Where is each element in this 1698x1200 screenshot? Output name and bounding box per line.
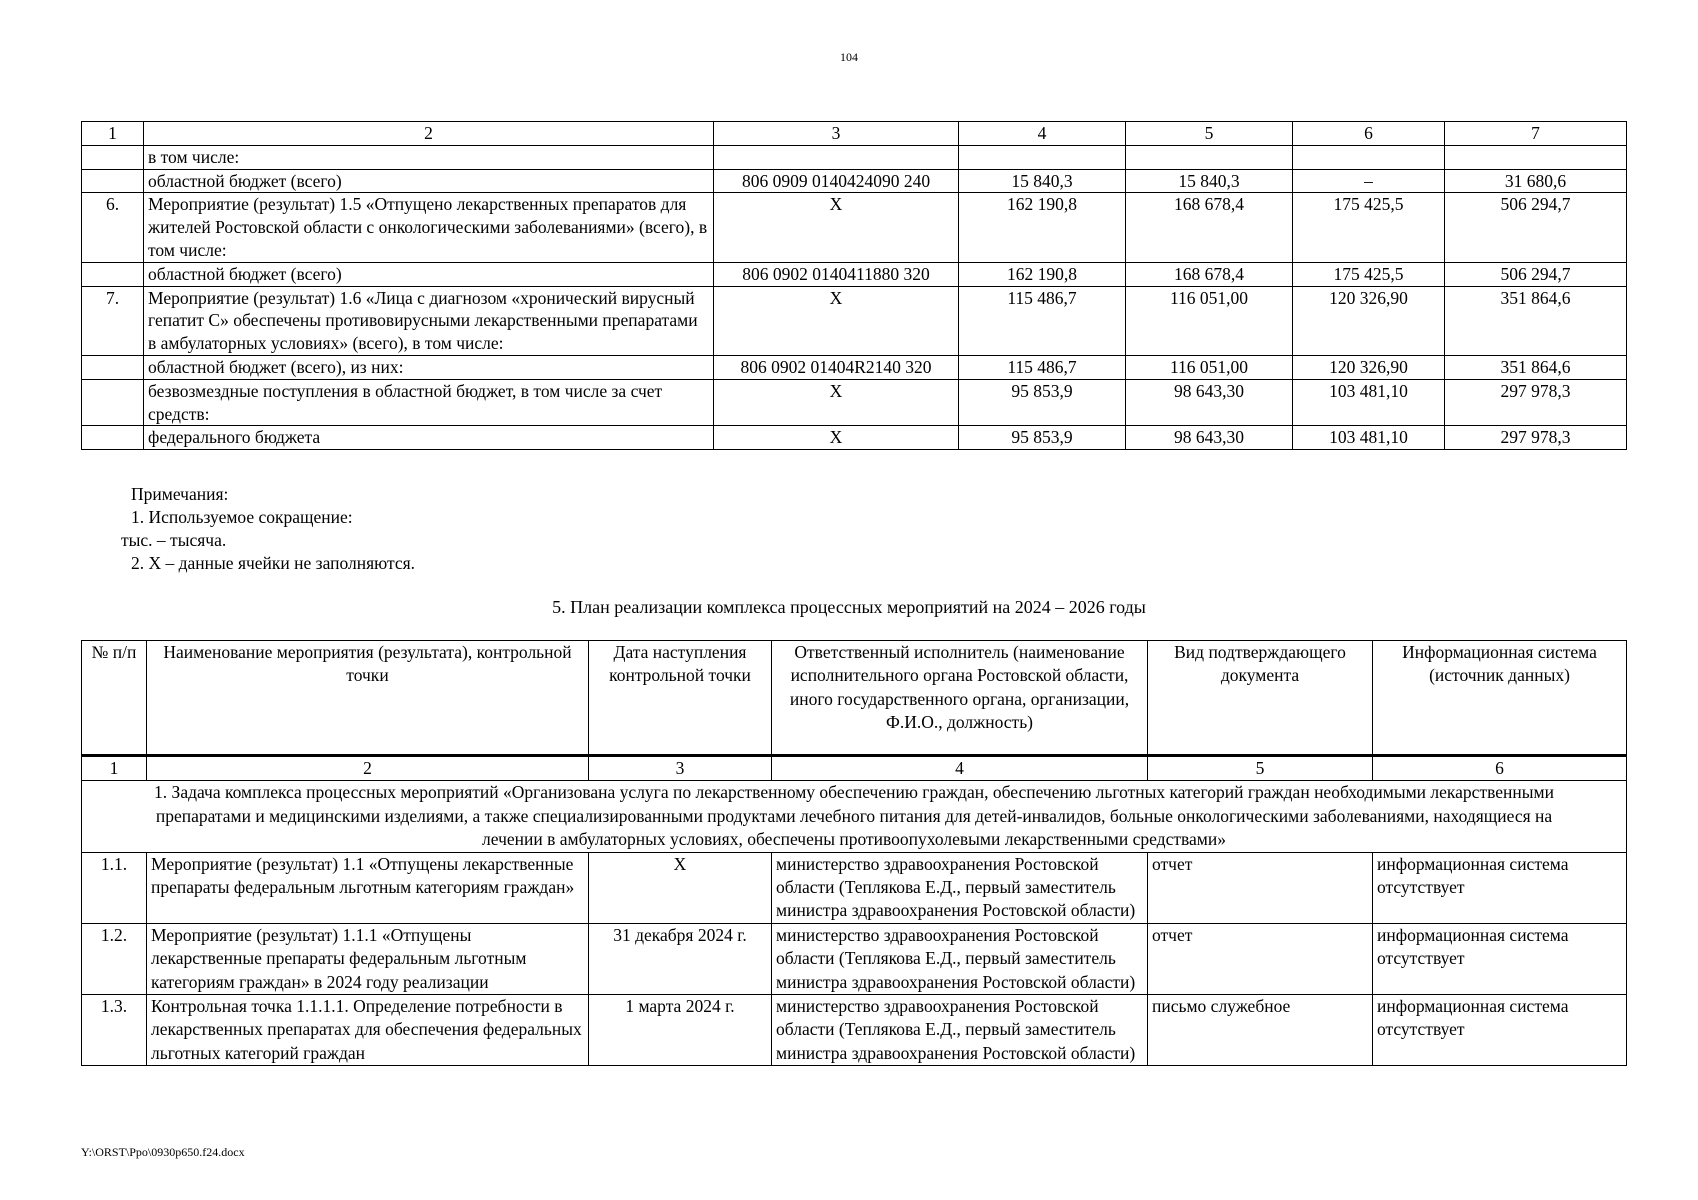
plan-cell-date: X (589, 852, 772, 923)
budget-header-cell: 6 (1293, 122, 1445, 146)
budget-cell: 297 978,3 (1445, 379, 1627, 426)
plan-cell-system: информационная система отсутствует (1373, 923, 1627, 994)
budget-cell: областной бюджет (всего) (144, 169, 714, 193)
budget-cell: 15 840,3 (1126, 169, 1293, 193)
budget-header-cell: 7 (1445, 122, 1627, 146)
budget-cell: 175 425,5 (1293, 193, 1445, 262)
page-number: 104 (840, 50, 858, 64)
budget-cell: 98 643,30 (1126, 379, 1293, 426)
budget-cell: 115 486,7 (959, 355, 1126, 379)
budget-header-cell: 1 (82, 122, 144, 146)
budget-cell (82, 355, 144, 379)
budget-cell: 31 680,6 (1445, 169, 1627, 193)
plan-header-cell: Наименование мероприятия (результата), контрольной точки (147, 641, 589, 756)
notes-title: Примечания: (131, 484, 229, 504)
budget-cell (82, 262, 144, 286)
budget-cell: 168 678,4 (1126, 193, 1293, 262)
budget-header-row (82, 122, 1627, 146)
plan-header-cell: Информационная система (источник данных) (1373, 641, 1627, 756)
plan-header-cell: Ответственный исполнитель (наименование исполнительного органа Ростовской области, иного государственного органа, организации, Ф.И.О., должность) (772, 641, 1148, 756)
plan-cell-num: 1.3. (82, 995, 147, 1066)
budget-cell: 7. (82, 286, 144, 355)
notes-item-1-detail: тыс. – тысяча. (121, 530, 227, 550)
plan-table (81, 640, 1627, 1066)
plan-task-row (82, 781, 1627, 852)
budget-cell (959, 145, 1126, 169)
plan-cell-name: Мероприятие (результат) 1.1 «Отпущены лекарственные препараты федеральным льготным категориям граждан» (147, 852, 589, 923)
budget-cell: 98 643,30 (1126, 426, 1293, 450)
budget-cell: 297 978,3 (1445, 426, 1627, 450)
plan-cell-doc: письмо служебное (1148, 995, 1373, 1066)
budget-cell: Мероприятие (результат) 1.6 «Лица с диагнозом «хронический вирусный гепатит С» обеспечены противовирусными лекарственными препаратами в амбулаторных условиях» (всего), в том числе: (144, 286, 714, 355)
budget-cell: X (714, 379, 959, 426)
budget-cell: 6. (82, 193, 144, 262)
budget-cell: 120 326,90 (1293, 355, 1445, 379)
budget-cell: 806 0902 01404R2140 320 (714, 355, 959, 379)
plan-header-cell: № п/п (82, 641, 147, 756)
budget-cell (82, 169, 144, 193)
budget-row (82, 169, 1627, 193)
budget-row (82, 262, 1627, 286)
budget-header-cell: 4 (959, 122, 1126, 146)
budget-cell: областной бюджет (всего) (144, 262, 714, 286)
plan-header-numbers-row (82, 756, 1627, 781)
budget-cell: Мероприятие (результат) 1.5 «Отпущено лекарственных препаратов для жителей Ростовской области с онкологическими заболеваниями» (всего), в том числе: (144, 193, 714, 262)
budget-row (82, 426, 1627, 450)
budget-cell (1126, 145, 1293, 169)
plan-header-number: 6 (1373, 756, 1627, 781)
notes-item-2: 2. X – данные ячейки не заполняются. (131, 553, 416, 573)
budget-cell: 95 853,9 (959, 379, 1126, 426)
budget-cell (82, 379, 144, 426)
plan-header-number: 2 (147, 756, 589, 781)
plan-cell-name: Контрольная точка 1.1.1.1. Определение потребности в лекарственных препаратах для обеспечения федеральных льготных категорий граждан (147, 995, 589, 1066)
budget-cell: 162 190,8 (959, 262, 1126, 286)
plan-header-cell: Вид подтверждающего документа (1148, 641, 1373, 756)
budget-header-cell: 2 (144, 122, 714, 146)
budget-cell: 103 481,10 (1293, 379, 1445, 426)
budget-cell (714, 145, 959, 169)
budget-row (82, 145, 1627, 169)
plan-cell-responsible: министерство здравоохранения Ростовской области (Теплякова Е.Д., первый заместитель министра здравоохранения Ростовской области) (772, 852, 1148, 923)
budget-cell: 103 481,10 (1293, 426, 1445, 450)
budget-cell: 506 294,7 (1445, 193, 1627, 262)
plan-row (82, 995, 1627, 1066)
budget-cell: безвозмездные поступления в областной бюджет, в том числе за счет средств: (144, 379, 714, 426)
budget-row (82, 193, 1627, 262)
budget-cell: областной бюджет (всего), из них: (144, 355, 714, 379)
budget-row (82, 286, 1627, 355)
plan-cell-date: 1 марта 2024 г. (589, 995, 772, 1066)
budget-cell (82, 145, 144, 169)
budget-cell: в том числе: (144, 145, 714, 169)
budget-cell: 162 190,8 (959, 193, 1126, 262)
budget-cell: 116 051,00 (1126, 355, 1293, 379)
budget-cell (82, 426, 144, 450)
plan-cell-system: информационная система отсутствует (1373, 995, 1627, 1066)
plan-header-number: 4 (772, 756, 1148, 781)
budget-cell: 116 051,00 (1126, 286, 1293, 355)
budget-header-cell: 5 (1126, 122, 1293, 146)
budget-cell: 115 486,7 (959, 286, 1126, 355)
plan-header-number: 5 (1148, 756, 1373, 781)
budget-cell (1293, 145, 1445, 169)
plan-cell-doc: отчет (1148, 852, 1373, 923)
budget-cell (1445, 145, 1627, 169)
plan-task-text: 1. Задача комплекса процессных мероприятий «Организована услуга по лекарственному обеспечению граждан, обеспечению льготных категорий граждан необходимыми лекарственными препаратами и медицинскими изделиями, а также специализированными продуктами лечебного питания для детей-инвалидов, больные онкологическими заболеваниями, находящиеся на лечении в амбулаторных условиях, обеспечены противоопухолевыми лекарственными средствами» (82, 781, 1627, 852)
budget-header-cell: 3 (714, 122, 959, 146)
budget-table (81, 121, 1627, 450)
budget-cell: 806 0902 0140411880 320 (714, 262, 959, 286)
budget-cell: X (714, 426, 959, 450)
file-path-footer: Y:\ORST\Ppo\0930p650.f24.docx (81, 1145, 245, 1159)
budget-cell: 506 294,7 (1445, 262, 1627, 286)
budget-cell: федерального бюджета (144, 426, 714, 450)
plan-header-number: 1 (82, 756, 147, 781)
budget-cell: 120 326,90 (1293, 286, 1445, 355)
budget-cell: 175 425,5 (1293, 262, 1445, 286)
budget-cell: 351 864,6 (1445, 355, 1627, 379)
plan-row (82, 923, 1627, 994)
plan-cell-responsible: министерство здравоохранения Ростовской области (Теплякова Е.Д., первый заместитель министра здравоохранения Ростовской области) (772, 995, 1148, 1066)
notes (121, 483, 416, 575)
section-title: 5. План реализации комплекса процессных мероприятий на 2024 – 2026 годы (552, 597, 1146, 617)
plan-header-cell: Дата наступления контрольной точки (589, 641, 772, 756)
budget-cell: 95 853,9 (959, 426, 1126, 450)
budget-cell: 15 840,3 (959, 169, 1126, 193)
plan-cell-num: 1.1. (82, 852, 147, 923)
plan-row (82, 852, 1627, 923)
plan-cell-system: информационная система отсутствует (1373, 852, 1627, 923)
budget-cell: 168 678,4 (1126, 262, 1293, 286)
plan-header-number: 3 (589, 756, 772, 781)
budget-cell: X (714, 286, 959, 355)
budget-cell: X (714, 193, 959, 262)
plan-cell-responsible: министерство здравоохранения Ростовской области (Теплякова Е.Д., первый заместитель министра здравоохранения Ростовской области) (772, 923, 1148, 994)
plan-cell-num: 1.2. (82, 923, 147, 994)
budget-cell: 806 0909 0140424090 240 (714, 169, 959, 193)
budget-cell: 351 864,6 (1445, 286, 1627, 355)
budget-cell: – (1293, 169, 1445, 193)
budget-row (82, 355, 1627, 379)
plan-cell-date: 31 декабря 2024 г. (589, 923, 772, 994)
budget-row (82, 379, 1627, 426)
plan-cell-doc: отчет (1148, 923, 1373, 994)
notes-item-1: 1. Используемое сокращение: (131, 507, 353, 527)
plan-cell-name: Мероприятие (результат) 1.1.1 «Отпущены лекарственные препараты федеральным льготным категориям граждан» в 2024 году реализации (147, 923, 589, 994)
plan-header-row (82, 641, 1627, 756)
